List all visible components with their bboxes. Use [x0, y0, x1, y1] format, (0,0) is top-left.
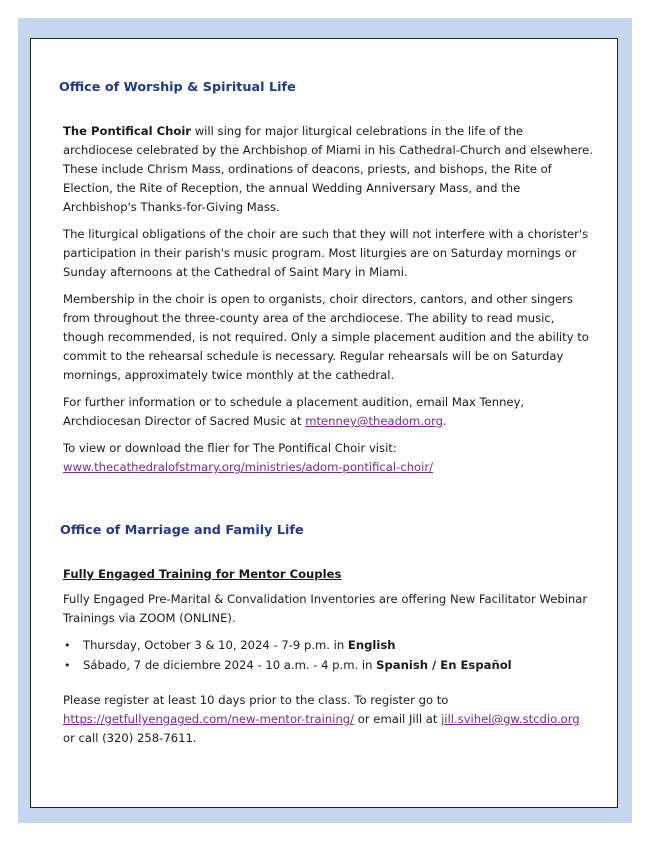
contact-text: For further information or to schedule a placement audition, email Max Tenney, Archdiocesan Director of Sacred Music at: [63, 395, 525, 428]
list-item: [63, 656, 593, 675]
contact-paragraph: [63, 393, 593, 431]
register-text: Please register at least 10 days prior to the class. To register go to: [63, 693, 449, 707]
contact-email-link[interactable]: mtenney@theadom.org: [305, 414, 444, 428]
register-email-link[interactable]: jill.svihel@gw.stcdio.org: [441, 712, 580, 726]
bullet-icon: •: [64, 659, 71, 672]
worship-section-heading: Office of Worship & Spiritual Life: [59, 80, 296, 95]
training-language: English: [347, 638, 396, 652]
contact-end: .: [443, 414, 447, 428]
training-date-text: Sábado, 7 de diciembre 2024 - 10 a.m. - 4 p.m. in: [83, 658, 377, 672]
registration-paragraph: [63, 691, 593, 748]
bullet-icon: •: [64, 639, 71, 652]
pontifical-choir-paragraph: [63, 122, 593, 217]
register-mid: or email Jill at: [354, 712, 442, 726]
marriage-section-heading: Office of Marriage and Family Life: [60, 523, 304, 538]
training-date-text: Thursday, October 3 & 10, 2024 - 7-9 p.m. in: [83, 638, 348, 652]
flier-text: To view or download the flier for The Pontifical Choir visit:: [63, 441, 397, 455]
membership-paragraph: Membership in the choir is open to organists, choir directors, cantors, and other singers from throughout the three-county area of the archdiocese. The ability to read music, though recommended, is not required. Only a simple placement audition and the ability to commit to the rehearsal schedule is necessary. Regular rehearsals will be on Saturday mornings, approximately twice monthly at the cathedral.: [63, 292, 589, 382]
training-dates-list: [63, 636, 593, 675]
flier-paragraph: [63, 439, 593, 477]
training-subheading: Fully Engaged Training for Mentor Couples: [63, 567, 342, 581]
training-language: Spanish / En Español: [376, 658, 512, 672]
register-end: or call (320) 258-7611.: [63, 731, 197, 745]
liturgical-obligations-paragraph: The liturgical obligations of the choir are such that they will not interfere with a chorister's participation in their parish's music program. Most liturgies are on Saturday mornings or Sunday afternoons at the Cathedral of Saint Mary in Miami.: [63, 227, 589, 279]
training-intro: Fully Engaged Pre-Marital & Convalidation Inventories are offering New Facilitator Webinar Trainings via ZOOM (ONLINE).: [63, 592, 588, 625]
page-content: [59, 78, 593, 756]
choir-name: The Pontifical Choir: [63, 124, 192, 138]
flier-link[interactable]: www.thecathedralofstmary.org/ministries/adom-pontifical-choir/: [63, 460, 434, 474]
list-item: [63, 636, 593, 655]
register-link[interactable]: https://getfullyengaged.com/new-mentor-training/: [63, 712, 355, 726]
choir-description: will sing for major liturgical celebrations in the life of the archdiocese celebrated by the Archbishop of Miami in his Cathedral-Church and elsewhere. These include Chrism Mass, ordinations of deacons, priests, and bishops, the Rite of Election, the Rite of Reception, the annual Wedding Anniversary Mass, and the Archbishop's Thanks-for-Giving Mass.: [63, 124, 593, 214]
